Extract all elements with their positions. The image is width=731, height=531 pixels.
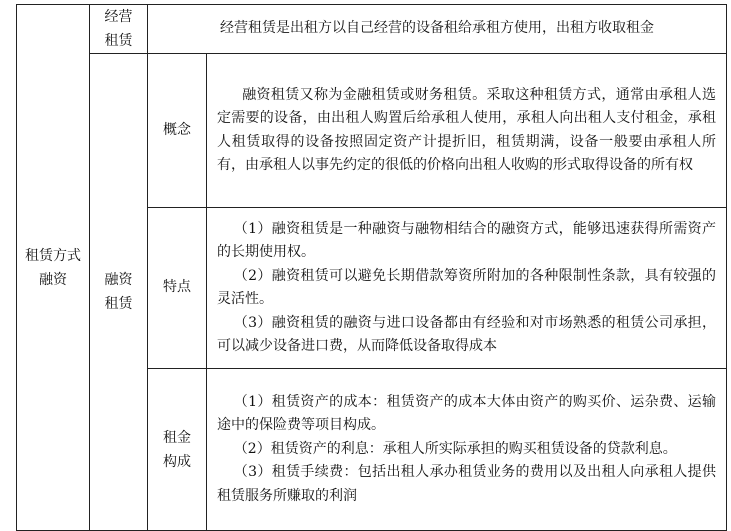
category-label-line-1: 租赁方式 (25, 247, 81, 264)
rent-composition-label-line-2: 构成 (163, 453, 191, 470)
leasing-table (16, 4, 727, 531)
financing-lease-label-line-1: 融资 (104, 272, 133, 288)
concept-text-cell (207, 54, 727, 208)
financing-lease-label-cell (90, 54, 148, 531)
category-label-line-2: 融资 (39, 271, 67, 288)
feature-item-3: （3）融资租赁的融资与进口设备都由有经验和对市场熟悉的租赁公司承担，可以减少设备进口费，从而降低设备取得成本 (217, 314, 716, 354)
rent-composition-label-line-1: 租金 (163, 429, 191, 446)
concept-row (17, 54, 727, 208)
operating-lease-label-line-1: 经营 (104, 9, 133, 25)
operating-lease-row (17, 5, 727, 54)
features-text-cell (207, 208, 727, 369)
rent-item-1: （1）租赁资产的成本：租赁资产的成本大体由资产的购买价、运杂费、运输途中的保险费等项目构成。 (217, 393, 716, 434)
operating-lease-label-cell (90, 5, 148, 54)
financing-lease-label-line-2: 租赁 (104, 296, 133, 312)
rent-item-2: （2）租赁资产的利息：承租人所实际承担的购买租赁设备的贷款利息。 (233, 440, 677, 457)
rent-item-3: （3）租赁手续费：包括出租人承办租赁业务的费用以及出租人向承租人提供租赁服务所赚取的利润 (217, 464, 716, 504)
rent-composition-text-cell (207, 369, 727, 531)
category-cell (17, 5, 90, 531)
operating-lease-definition (148, 5, 727, 54)
operating-lease-label-line-2: 租赁 (104, 33, 133, 49)
feature-item-1: （1）融资租赁是一种融资与融物相结合的融资方式，能够迅速获得所需资产的长期使用权。 (217, 220, 716, 260)
feature-item-2: （2）融资租赁可以避免长期借款筹资所附加的各种限制性条款，具有较强的灵活性。 (217, 267, 716, 307)
features-label: 特点 (148, 208, 207, 369)
concept-label: 概念 (148, 54, 207, 208)
rent-composition-label-cell (148, 369, 207, 531)
concept-text: 融资租赁又称为金融租赁或财务租赁。采取这种租赁方式，通常由承租人选定需要的设备，由出租人购置后给承租人使用，承租人向出租人支付租金，承租人租赁取得的设备按照固定资产计提折旧，租赁期满，设备一般要由承租人所有，由承租人以事先约定的很低的价格向出租人收购的形式取得设备的所有权 (217, 86, 716, 173)
operating-lease-text: 经营租赁是出租方以自己经营的设备租给承租方使用，出租方收取租金 (220, 20, 654, 37)
